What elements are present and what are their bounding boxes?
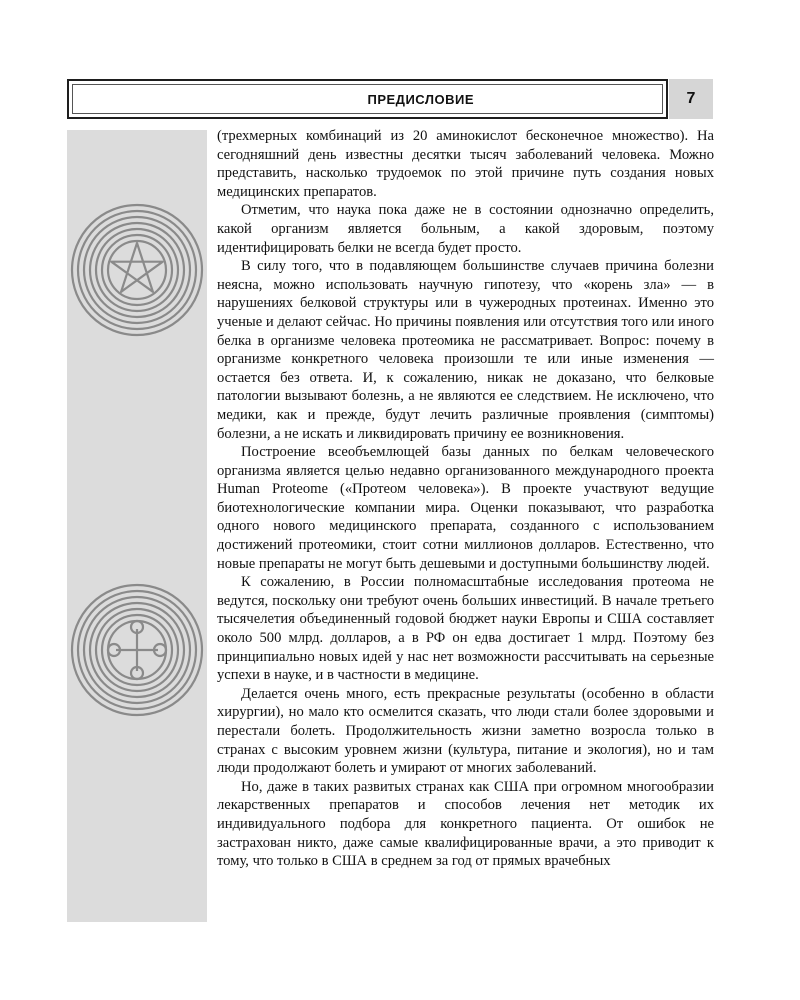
running-head-title: ПРЕДИСЛОВИЕ bbox=[367, 91, 474, 107]
body-text bbox=[217, 127, 714, 871]
paragraph: К сожалению, в России полномасштабные исследования протеома не ведутся, поскольку они требуют очень больших инвестиций. В начале третьего тысячелетия объединенный годовой бюджет науки Европы и США составляет около 500 млрд. долларов, а в РФ он едва достигает 1 млрд. Поэтому без принципиально новых идей у нас нет возможности рассчитывать на серьезные успехи в науке, и в частности в медицине. bbox=[217, 574, 714, 684]
paragraph: Но, даже в таких развитых странах как США при огромном многообразии лекарственных препаратов и способов лечения нет методик их индивидуального подбора для конкретного пациента. От ошибок не застрахован никто, даже самые квалифицированные врачи, а это приводит к тому, что только в США в среднем за год от прямых врачебных bbox=[217, 778, 714, 870]
decorative-margin bbox=[67, 130, 207, 922]
paragraph: (трехмерных комбинаций из 20 аминокислот бесконечное множество). На сегодняшний день известны десятки тысяч заболеваний человека. Можно представить, насколько трудоемок по этой причине путь создания новых медицинских препаратов. bbox=[217, 128, 714, 200]
pentagram-rings-icon bbox=[69, 202, 205, 338]
running-header bbox=[67, 79, 668, 119]
paragraph: Построение всеобъемлющей базы данных по белкам человеческого организма является целью недавно организованного международного проекта Human Proteome («Протеом человека»). В проекте участвуют ведущие биотехнологические компании мира. Оценки показывают, что разработка одного нового медицинского препарата, созданного с использованием достижений протеомики, стоит сотни миллионов долларов. Естественно, что новые препараты не могут быть дешевыми и доступными большинству людей. bbox=[217, 444, 714, 572]
paragraph: В силу того, что в подавляющем большинстве случаев причина болезни неясна, можно использовать научную гипотезу, что «корень зла» — в нарушениях белковой структуры или в чужеродных протеинах. Именно это ученые и делают сейчас. Но причины появления или отсутствия того или иного белка в организме человека протеомика не рассматривает. Вопрос: почему в организме конкретного человека произошли те или иные изменения — остается без ответа. И, к сожалению, никак не доказано, что белковые патологии вызывают болезнь, а не являются ее следствием. Не исключено, что медики, как и прежде, будут лечить различные проявления (симптомы) болезни, а не искать и ликвидировать причину ее возникновения. bbox=[217, 258, 714, 442]
paragraph: Отметим, что наука пока даже не в состоянии однозначно определить, какой организм является больным, а какой здоровым, поэтому идентифицировать белки не всегда будет просто. bbox=[217, 202, 714, 256]
four-circle-cross-rings-icon bbox=[69, 582, 205, 718]
page-number-box bbox=[669, 79, 713, 119]
paragraph: Делается очень много, есть прекрасные результаты (особенно в области хирургии), но мало кто осмелится сказать, что люди стали более здоровыми и перестали болеть. Продолжительность жизни заметно возросла только в странах с высоким уровнем жизни (культура, питание и экология), но и там люди продолжают болеть и умирают от многих заболеваний. bbox=[217, 685, 714, 777]
page-number: 7 bbox=[686, 90, 696, 107]
running-header-inner bbox=[72, 84, 663, 114]
